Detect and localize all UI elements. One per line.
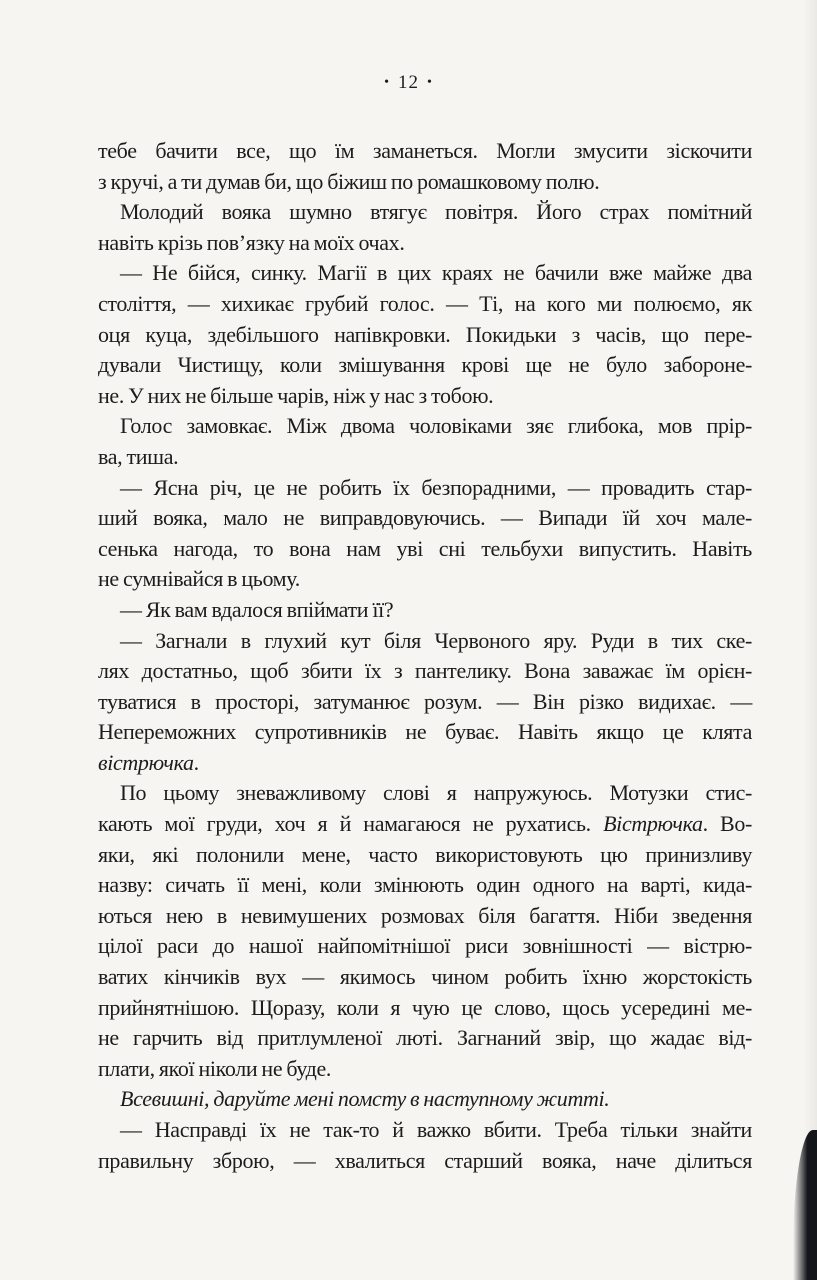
line-text: тебе бачити все, що їм заманеться. Могли змусити зіскочити	[98, 138, 752, 163]
line-text: плати, якої ніколи не буде.	[98, 1055, 332, 1081]
text-line	[98, 564, 752, 595]
text-line	[98, 717, 752, 748]
page-number-text: 12	[398, 72, 419, 93]
text-line	[98, 350, 752, 381]
italic-text: Вістрючка	[603, 811, 703, 837]
line-text: правильну зброю, — хвалиться старший вояка, наче ділиться	[98, 1147, 752, 1173]
line-text: — Загнали в глухий кут біля Червоного яру. Руди в тих ске-	[120, 627, 752, 653]
line-text: ватих кінчиків вух — якимось чином робить їхню жорстокість	[98, 964, 752, 990]
line-text: яки, які полонили мене, часто використовують цю принизливу	[98, 841, 752, 867]
book-edge	[793, 1130, 817, 1280]
text-line	[98, 840, 752, 871]
line-text: Непереможних супротивників не буває. Навіть якщо це клята	[98, 719, 752, 745]
text-line	[98, 778, 752, 809]
text-line	[98, 381, 752, 412]
text-line	[98, 901, 752, 932]
text-line	[98, 136, 752, 167]
text-line	[98, 473, 752, 504]
line-text: століття, — хихикає грубий голос. — Ті, на кого ми полюємо, як	[98, 290, 752, 316]
line-text: — Не бійся, синку. Магії в цих краях не бачили вже майже два	[120, 260, 752, 286]
line-text: — Ясна річ, це не робить їх безпорадними, — провадить стар-	[120, 474, 752, 500]
folio-bullet-right: •	[427, 75, 433, 90]
line-text: цілої раси до нашої найпомітнішої риси зовнішності — вістрю-	[98, 933, 752, 959]
text-line	[98, 962, 752, 993]
line-text: з кручі, а ти думав би, що біжиш по ромашковому полю.	[98, 168, 600, 194]
text-line	[98, 503, 752, 534]
text-line	[98, 534, 752, 565]
line-text: ва, тиша.	[98, 443, 179, 469]
folio-bullet-left: •	[384, 75, 390, 90]
text-line	[98, 411, 752, 442]
line-text: туватися в просторі, затуманює розум. — Він різко видихає. —	[98, 688, 752, 714]
text-line	[98, 687, 752, 718]
line-text: дували Чистищу, коли змішування крові ще не було забороне-	[98, 352, 752, 378]
italic-text: Всевишні, даруйте мені помсту в наступному житті.	[120, 1086, 610, 1112]
line-text: Голос замовкає. Між двома чоловіками зяє глибока, мов прір-	[120, 413, 752, 439]
text-line	[98, 1146, 752, 1177]
text-line	[98, 595, 752, 626]
line-text: По цьому зневажливому слові я напружуюсь. Мотузки стис-	[120, 780, 752, 806]
line-text: не. У них не більше чарів, ніж у нас з тобою.	[98, 382, 494, 408]
text-line	[98, 1054, 752, 1085]
line-text: ються нею в невимушених розмовах біля багаття. Ніби зведення	[98, 902, 752, 928]
text-line	[98, 1115, 752, 1146]
page-number	[0, 72, 817, 94]
body-text	[98, 136, 752, 1176]
text-line	[98, 1023, 752, 1054]
line-text: оця куца, здебільшого напівкровки. Покидьки з часів, що пере-	[98, 321, 752, 347]
text-line	[98, 320, 752, 351]
line-text: лях достатньо, щоб збити їх з пантелику. Вона заважає їм орієн-	[98, 658, 752, 684]
text-line	[98, 656, 752, 687]
line-text: . Во-	[702, 811, 752, 837]
italic-text: вістрючка	[98, 749, 194, 775]
line-text: — Насправді їх не так-то й важко вбити. Треба тільки знайти	[120, 1117, 752, 1142]
text-line	[98, 289, 752, 320]
line-text: навіть крізь пов’язку на моїх очах.	[98, 229, 405, 255]
text-line	[98, 197, 752, 228]
text-line	[98, 442, 752, 473]
binding-shadow	[803, 0, 817, 1280]
line-text: — Як вам вдалося впіймати її?	[120, 596, 394, 622]
text-line	[98, 626, 752, 657]
text-line	[98, 993, 752, 1024]
line-text: назву: сичать її мені, коли змінюють один одного на варті, кида-	[98, 872, 752, 898]
text-line	[98, 870, 752, 901]
text-line	[98, 167, 752, 198]
text-line	[98, 258, 752, 289]
text-line	[98, 748, 752, 779]
line-text: сенька нагода, то вона нам уві сні тельбухи випустить. Навіть	[98, 535, 752, 561]
line-text: не гарчить від притлумленої люті. Загнаний звір, що жадає від-	[98, 1025, 752, 1051]
line-text: кають мої груди, хоч я й намагаюся не рухатись.	[98, 811, 604, 837]
line-text: Молодий вояка шумно втягує повітря. Його страх помітний	[120, 199, 752, 225]
line-text: .	[193, 749, 199, 775]
text-line	[98, 1084, 752, 1115]
line-text: не сумнівайся в цьому.	[98, 566, 300, 592]
line-text: ший вояка, мало не виправдовуючись. — Випади їй хоч мале-	[98, 505, 752, 531]
text-line	[98, 931, 752, 962]
text-line	[98, 228, 752, 259]
line-text: прийнятнішою. Щоразу, коли я чую це слово, щось усередині ме-	[98, 994, 752, 1020]
text-line	[98, 809, 752, 840]
